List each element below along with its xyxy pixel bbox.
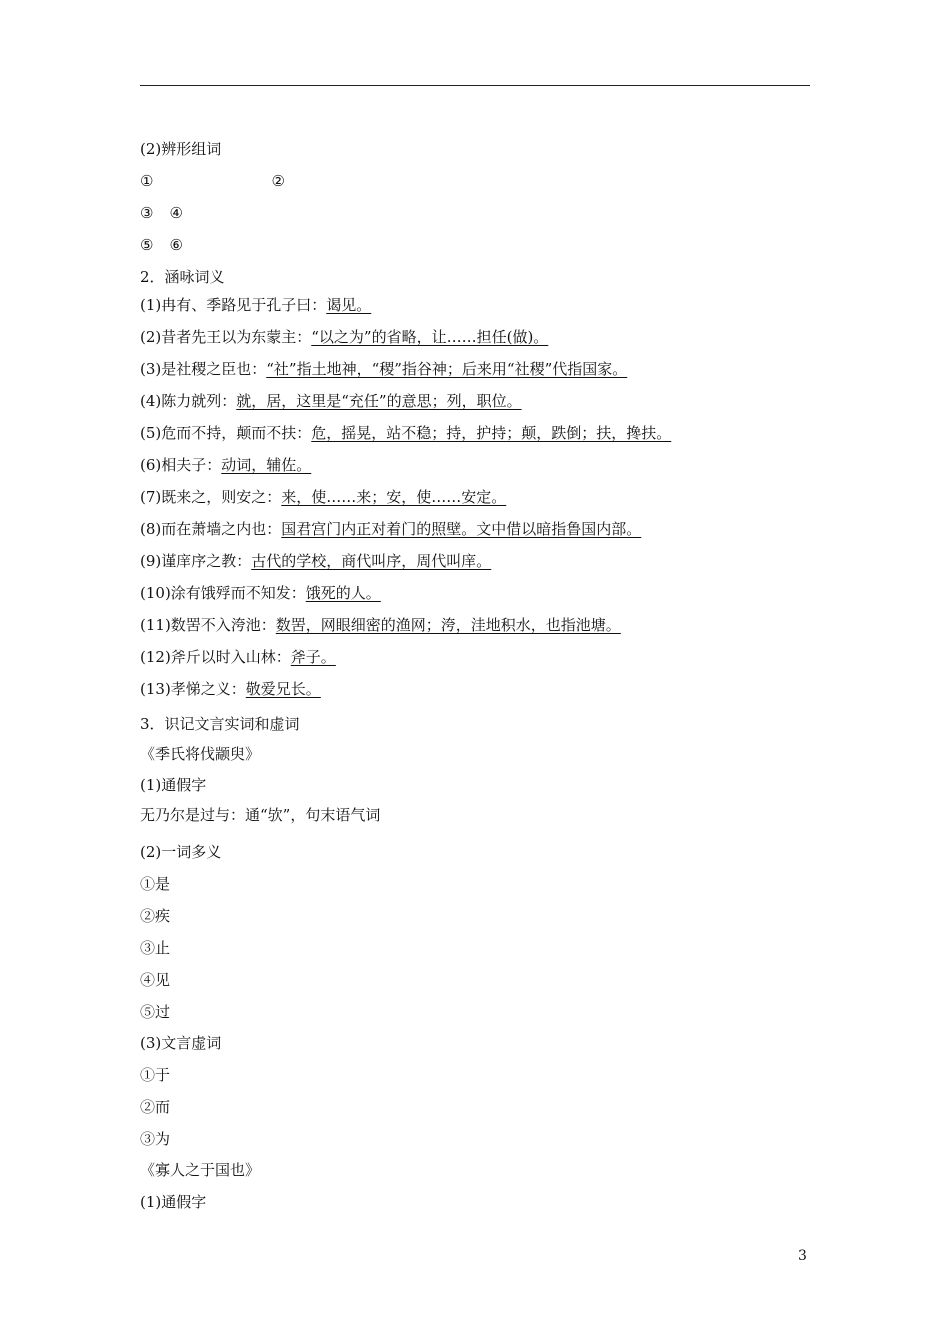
- text-line: [140, 647, 336, 667]
- prompt-text: 《季氏将伐颛臾》: [140, 745, 261, 763]
- prompt-text: ④见: [140, 971, 171, 989]
- prompt-text: 3．识记文言实词和虚词: [140, 715, 300, 733]
- prompt-text: (1)冉有、季路见于孔子曰：: [140, 296, 327, 314]
- answer-text: “以之为”的省略，让……担任(做)。: [311, 328, 549, 346]
- prompt-text: ③止: [140, 939, 171, 957]
- prompt-text: 2．涵咏词义: [140, 268, 225, 286]
- prompt-text: ②而: [140, 1098, 171, 1116]
- prompt-text: (6)相夫子：: [140, 456, 222, 474]
- answer-text: 国君宫门内正对着门的照壁。文中借以暗指鲁国内部。: [281, 520, 642, 538]
- prompt-text: (4)陈力就列：: [140, 392, 237, 410]
- prompt-text: ①是: [140, 875, 171, 893]
- answer-text: 危，摇晃，站不稳；持，护持；颠，跌倒；扶，搀扶。: [311, 424, 672, 442]
- text-line: [140, 805, 380, 825]
- text-line: [140, 267, 225, 287]
- text-line: [140, 235, 183, 255]
- answer-text: 谒见。: [326, 296, 372, 314]
- text-line: [140, 359, 627, 379]
- prompt-text: ①于: [140, 1066, 171, 1084]
- answer-text: 动词，辅佐。: [221, 456, 312, 474]
- text-line: [140, 775, 206, 795]
- text-line: [140, 744, 260, 764]
- prompt-text: ⑤过: [140, 1003, 171, 1021]
- prompt-text: ②疾: [140, 907, 171, 925]
- text-line: [140, 203, 183, 223]
- text-line: [140, 139, 221, 159]
- text-line: [140, 171, 285, 191]
- text-line: [140, 842, 221, 862]
- answer-text: 来，使……来；安，使……安定。: [281, 488, 507, 506]
- header-rule: [140, 85, 810, 86]
- text-line: [140, 970, 170, 990]
- answer-text: 数罟，网眼细密的渔网；洿，洼地积水，也指池塘。: [275, 616, 621, 634]
- text-line: [140, 1192, 206, 1212]
- prompt-text: ④: [169, 204, 183, 222]
- prompt-text: (2)辨形组词: [140, 140, 222, 158]
- answer-text: 就，居，这里是“充任”的意思；列，职位。: [236, 392, 522, 410]
- text-line: [140, 327, 548, 347]
- text-line: [140, 391, 522, 411]
- text-line: [140, 519, 641, 539]
- prompt-text: (13)孝悌之义：: [140, 680, 246, 698]
- prompt-text: ③为: [140, 1130, 171, 1148]
- text-line: [140, 1033, 221, 1053]
- text-line: [140, 1097, 170, 1117]
- text-line: [140, 423, 671, 443]
- answer-text: 饿死的人。: [305, 584, 381, 602]
- prompt-text: (12)斧斤以时入山林：: [140, 648, 291, 666]
- prompt-text: (5)危而不持，颠而不扶：: [140, 424, 312, 442]
- answer-text: 古代的学校，商代叫序，周代叫庠。: [251, 552, 492, 570]
- text-line: [140, 551, 491, 571]
- prompt-text: ①: [140, 172, 154, 190]
- text-line: [140, 295, 371, 315]
- text-line: [140, 615, 621, 635]
- text-line: [140, 938, 170, 958]
- prompt-text: (2)一词多义: [140, 843, 222, 861]
- prompt-text: (1)通假字: [140, 1193, 207, 1211]
- text-line: [140, 714, 300, 734]
- text-line: [140, 487, 506, 507]
- text-line: [140, 1160, 260, 1180]
- prompt-text: (7)既来之，则安之：: [140, 488, 282, 506]
- answer-text: 斧子。: [290, 648, 336, 666]
- prompt-text: (1)通假字: [140, 776, 207, 794]
- text-line: [140, 1065, 170, 1085]
- prompt-text: ⑤: [140, 236, 154, 254]
- text-line: [140, 874, 170, 894]
- answer-text: 敬爱兄长。: [245, 680, 321, 698]
- prompt-text: (11)数罟不入洿池：: [140, 616, 276, 634]
- prompt-text: (8)而在萧墙之内也：: [140, 520, 282, 538]
- prompt-text: 无乃尔是过与：通“欤”，句末语气词: [140, 806, 381, 824]
- text-line: [140, 679, 321, 699]
- prompt-text: (2)昔者先王以为东蒙主：: [140, 328, 312, 346]
- prompt-text: (10)涂有饿殍而不知发：: [140, 584, 306, 602]
- page-number: 3: [798, 1248, 807, 1264]
- text-line: [140, 906, 170, 926]
- prompt-text: (3)文言虚词: [140, 1034, 222, 1052]
- prompt-text: (3)是社稷之臣也：: [140, 360, 267, 378]
- prompt-text: ②: [271, 172, 285, 190]
- prompt-text: ⑥: [169, 236, 183, 254]
- text-line: [140, 583, 381, 603]
- text-line: [140, 1129, 170, 1149]
- prompt-text: 《寡人之于国也》: [140, 1161, 261, 1179]
- prompt-text: (9)谨庠序之教：: [140, 552, 252, 570]
- text-line: [140, 1002, 170, 1022]
- answer-text: “社”指土地神，“稷”指谷神；后来用“社稷”代指国家。: [266, 360, 628, 378]
- prompt-text: ③: [140, 204, 154, 222]
- text-line: [140, 455, 311, 475]
